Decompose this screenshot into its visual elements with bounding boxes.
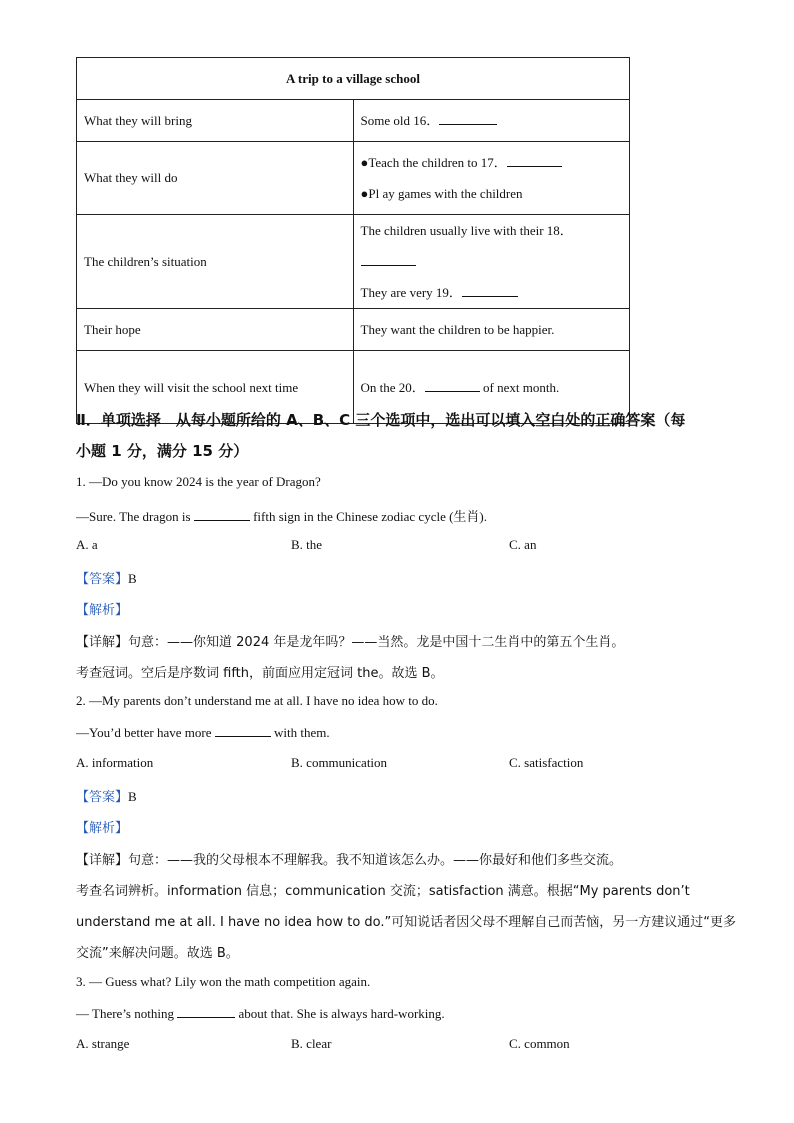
analysis-tag: 【解析】 bbox=[76, 821, 129, 836]
question-text: —You’d better have more bbox=[76, 725, 215, 740]
question-text: with them. bbox=[270, 725, 330, 740]
detail-text: 句意：——你知道 2024 年是龙年吗？——当然。龙是中国十二生肖中的第五个生肖。 bbox=[128, 635, 625, 650]
row-text: ●Teach the children to 17． bbox=[360, 155, 507, 170]
answer-blank bbox=[361, 253, 416, 266]
row-label: The children’s situation bbox=[77, 215, 354, 309]
detail-line: 考查冠词。空后是序数词 fifth，前面应用定冠词 the。故选 B。 bbox=[76, 666, 444, 681]
answer-blank bbox=[177, 1005, 235, 1018]
detail-line: 考查名词辨析。information 信息；communication 交流；satisfaction 满意。根据“My parents don’t bbox=[76, 884, 690, 899]
row-text: The children usually live with their 18． bbox=[360, 223, 573, 238]
option-c: C. an bbox=[509, 537, 537, 552]
answer-blank bbox=[507, 154, 562, 167]
analysis-tag: 【解析】 bbox=[76, 603, 129, 618]
row-content bbox=[353, 309, 630, 351]
answer-value: B bbox=[128, 571, 137, 586]
row-content bbox=[353, 215, 630, 309]
row-content bbox=[353, 100, 630, 142]
detail-line: 交流”来解决问题。故选 B。 bbox=[76, 946, 239, 961]
detail-line bbox=[76, 631, 624, 650]
row-label: What they will do bbox=[77, 142, 354, 215]
question-text: — There’s nothing bbox=[76, 1006, 178, 1021]
trip-table bbox=[76, 57, 630, 424]
answer-value: B bbox=[128, 789, 137, 804]
question-stem: 1. —Do you know 2024 is the year of Dragon? bbox=[76, 474, 321, 489]
row-text: Some old 16． bbox=[360, 113, 440, 128]
row-text: of next month. bbox=[479, 379, 560, 395]
question-line bbox=[76, 1005, 445, 1022]
answer-blank bbox=[215, 724, 271, 737]
option-b: B. clear bbox=[291, 1036, 332, 1051]
option-a: A. information bbox=[76, 755, 154, 770]
table-row bbox=[77, 309, 630, 351]
detail-line: understand me at all. I have no idea how to do.”可知说话者因父母不理解自己而苦恼，另一方建议通过“更多 bbox=[76, 915, 736, 930]
question-line bbox=[76, 506, 487, 525]
question-text: about that. She is always hard-working. bbox=[235, 1006, 445, 1021]
detail-text: 句意：——我的父母根本不理解我。我不知道该怎么办。——你最好和他们多些交流。 bbox=[128, 853, 623, 868]
row-text: On the 20． bbox=[360, 379, 425, 395]
row-text: They want the children to be happier. bbox=[360, 322, 555, 337]
question-stem: 3. — Guess what? Lily won the math competition again. bbox=[76, 974, 371, 989]
option-c: C. common bbox=[509, 1036, 570, 1051]
table-row bbox=[77, 142, 630, 215]
option-a: A. strange bbox=[76, 1036, 130, 1051]
answer-line bbox=[76, 568, 137, 587]
row-text: They are very 19． bbox=[360, 285, 462, 300]
section-heading-line: Ⅱ．单项选择 从每小题所给的 A、B、C 三个选项中，选出可以填入空白处的正确答案（每 bbox=[76, 411, 686, 429]
answer-blank bbox=[439, 112, 497, 125]
option-c: C. satisfaction bbox=[509, 755, 584, 770]
answer-tag: 【答案】 bbox=[76, 572, 129, 587]
table-row bbox=[77, 100, 630, 142]
row-label: What they will bring bbox=[77, 100, 354, 142]
answer-line bbox=[76, 786, 137, 805]
answer-tag: 【答案】 bbox=[76, 790, 129, 805]
answer-blank bbox=[462, 284, 518, 297]
question-text: fifth sign in the Chinese zodiac cycle (生肖). bbox=[249, 509, 488, 524]
row-content bbox=[353, 142, 630, 215]
detail-tag: 【详解】 bbox=[76, 635, 129, 650]
answer-blank bbox=[194, 508, 250, 521]
row-label: When they will visit the school next time bbox=[77, 351, 354, 424]
table-row bbox=[77, 215, 630, 309]
option-b: B. communication bbox=[291, 755, 388, 770]
question-line bbox=[76, 724, 330, 741]
detail-tag: 【详解】 bbox=[76, 853, 129, 868]
detail-line bbox=[76, 849, 622, 868]
option-a: A. a bbox=[76, 537, 98, 552]
table-title: A trip to a village school bbox=[77, 58, 630, 100]
question-text: —Sure. The dragon is bbox=[76, 509, 194, 524]
question-stem: 2. —My parents don’t understand me at all. I have no idea how to do. bbox=[76, 693, 438, 708]
answer-blank bbox=[425, 379, 480, 392]
section-heading bbox=[76, 405, 726, 467]
row-label: Their hope bbox=[77, 309, 354, 351]
row-text: ●Pl ay games with the children bbox=[360, 186, 523, 201]
option-b: B. the bbox=[291, 537, 323, 552]
section-heading-line: 小题 1 分，满分 15 分） bbox=[76, 442, 249, 460]
